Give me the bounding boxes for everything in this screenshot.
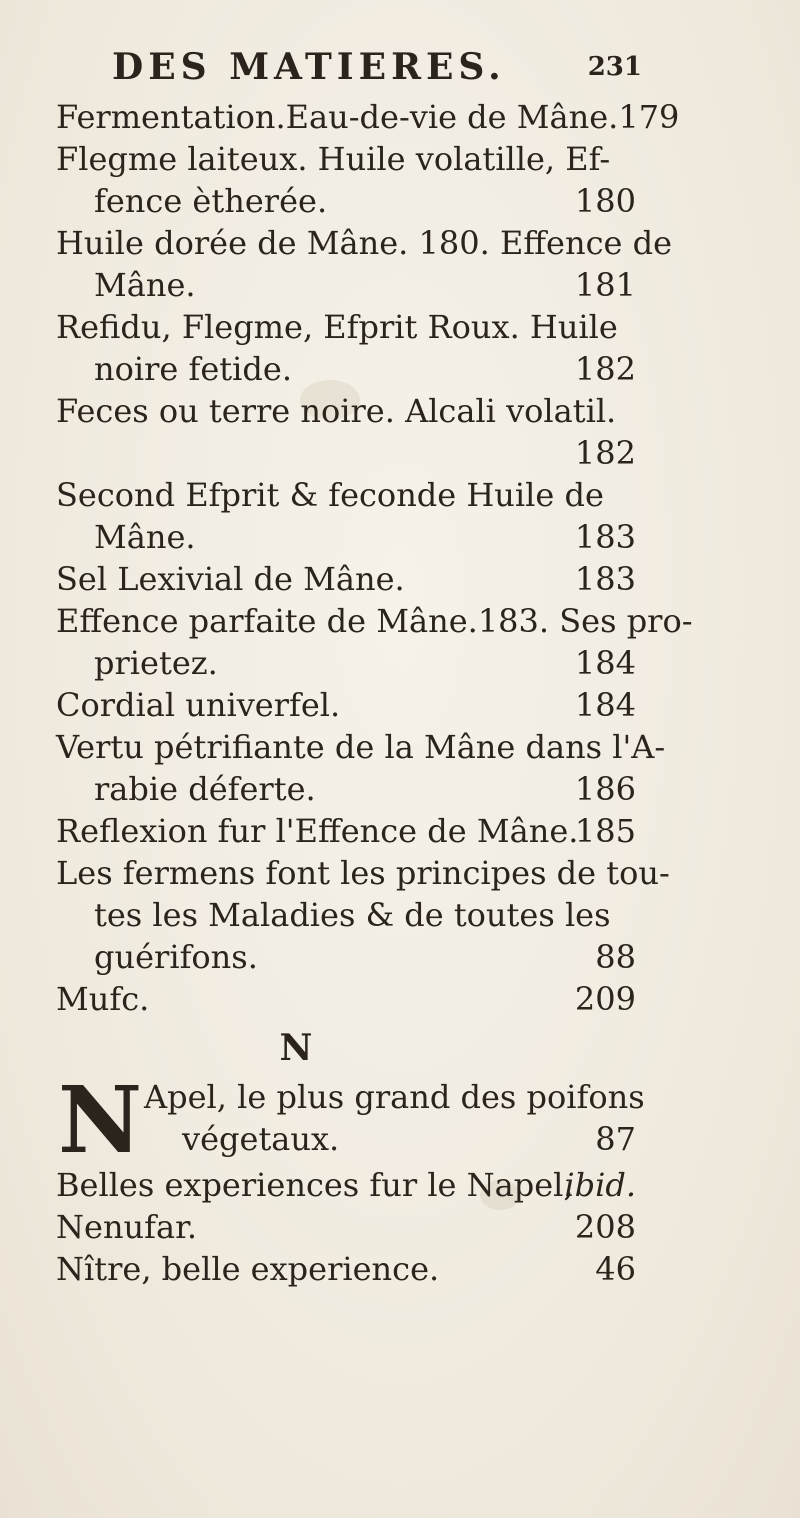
entry-text: Second Efprit & feconde Huile de [56, 476, 604, 514]
entry-page-number: 185 [574, 812, 636, 850]
entry-line [56, 96, 680, 138]
index-entry [56, 810, 636, 852]
entry-text: tes les Maladies & de toutes les [94, 896, 611, 934]
entry-text: Nenufar. [56, 1208, 198, 1246]
index-entry [56, 558, 636, 600]
entry-text: Fermentation.Eau-de-vie de Mâne.179 [56, 98, 680, 136]
entry-text: végetaux. [182, 1120, 340, 1158]
entry-page-number: 182 [574, 350, 636, 388]
index-entry [56, 684, 636, 726]
entry-page-number: 209 [574, 980, 636, 1018]
entry-page-number: 46 [595, 1250, 636, 1288]
entry-text: Mufc. [56, 980, 150, 1018]
entry-line [56, 306, 636, 348]
entry-line [56, 600, 693, 642]
entry-page-number: 186 [574, 770, 636, 808]
entry-page-number: 184 [574, 686, 636, 724]
entry-text: Les fermens font les principes de tou- [56, 854, 670, 892]
entry-line [56, 810, 636, 852]
index-entry [56, 390, 636, 474]
entry-line [56, 642, 636, 684]
drop-cap-initial: N [58, 1066, 143, 1174]
index-entry [56, 726, 666, 810]
entry-text: Reflexion fur l'Effence de Mâne. [56, 812, 579, 850]
entry-text: fence ètherée. [94, 182, 328, 220]
index-entry [56, 978, 636, 1020]
entry-text: prietez. [94, 644, 218, 682]
entry-page-number: 208 [574, 1208, 636, 1246]
entry-page-number: 181 [574, 266, 636, 304]
entry-text: Apel, le plus grand des poifons [144, 1078, 645, 1116]
entry-text: Mâne. [94, 518, 196, 556]
entry-text: noire fetide. [94, 350, 292, 388]
entry-line [56, 1164, 636, 1206]
entry-text: Cordial univerfel. [56, 686, 341, 724]
index-entry [56, 306, 636, 390]
entry-text: Mâne. [94, 266, 196, 304]
entry-page-number: ibid. [564, 1166, 636, 1204]
entry-text: Huile dorée de Mâne. 180. Effence de [56, 224, 673, 262]
index-entry [56, 138, 636, 222]
index-entry [56, 96, 680, 138]
entry-line [56, 180, 636, 222]
entry-line [56, 768, 636, 810]
entry-line [56, 936, 636, 978]
entry-text: Flegme laiteux. Huile volatille, Ef- [56, 140, 611, 178]
index-entry [56, 852, 670, 978]
index-entry [56, 474, 636, 558]
entry-line [56, 684, 636, 726]
index-entry [56, 222, 673, 306]
entry-line [56, 516, 636, 558]
entry-page-number: 184 [574, 644, 636, 682]
entry-text: Vertu pétrifiante de la Mâne dans l'A- [56, 728, 666, 766]
index-entry [56, 1248, 636, 1290]
section-letter: N [279, 1027, 313, 1069]
header-page-number: 231 [587, 52, 642, 82]
entry-line [56, 558, 636, 600]
index-entry [56, 1206, 636, 1248]
entry-line [56, 432, 636, 474]
header-title: DES MATIERES. [112, 46, 506, 88]
entry-text: Belles experiences fur le Napel, [56, 1166, 574, 1204]
entry-text: Effence parfaite de Mâne.183. Ses pro- [56, 602, 693, 640]
entry-line [56, 894, 636, 936]
entry-page-number: 183 [574, 518, 636, 556]
entry-text: Feces ou terre noire. Alcali volatil. [56, 392, 617, 430]
index-entry [56, 1164, 636, 1206]
entry-line [56, 390, 636, 432]
entry-line [56, 222, 673, 264]
entry-line [56, 726, 666, 768]
entry-line [56, 474, 636, 516]
entry-page-number: 88 [595, 938, 636, 976]
entry-page-number: 183 [574, 560, 636, 598]
entry-line [56, 1248, 636, 1290]
entry-line [56, 978, 636, 1020]
entry-line [56, 348, 636, 390]
entry-page-number: 182 [574, 434, 636, 472]
running-header [112, 46, 642, 96]
entry-page-number: 180 [574, 182, 636, 220]
index-entry [56, 600, 693, 684]
entry-text: Refidu, Flegme, Efprit Roux. Huile [56, 308, 618, 346]
index-entry-dropcap [56, 1066, 645, 1174]
entry-line [56, 852, 670, 894]
entry-page-number: 87 [595, 1120, 636, 1158]
entry-line [56, 264, 636, 306]
entry-text: Nître, belle experience. [56, 1250, 440, 1288]
entry-text: rabie déferte. [94, 770, 316, 808]
entry-line [56, 1206, 636, 1248]
entry-text: Sel Lexivial de Mâne. [56, 560, 405, 598]
entry-line [56, 138, 636, 180]
entry-text: guérifons. [94, 938, 258, 976]
index-entries [56, 96, 693, 1290]
